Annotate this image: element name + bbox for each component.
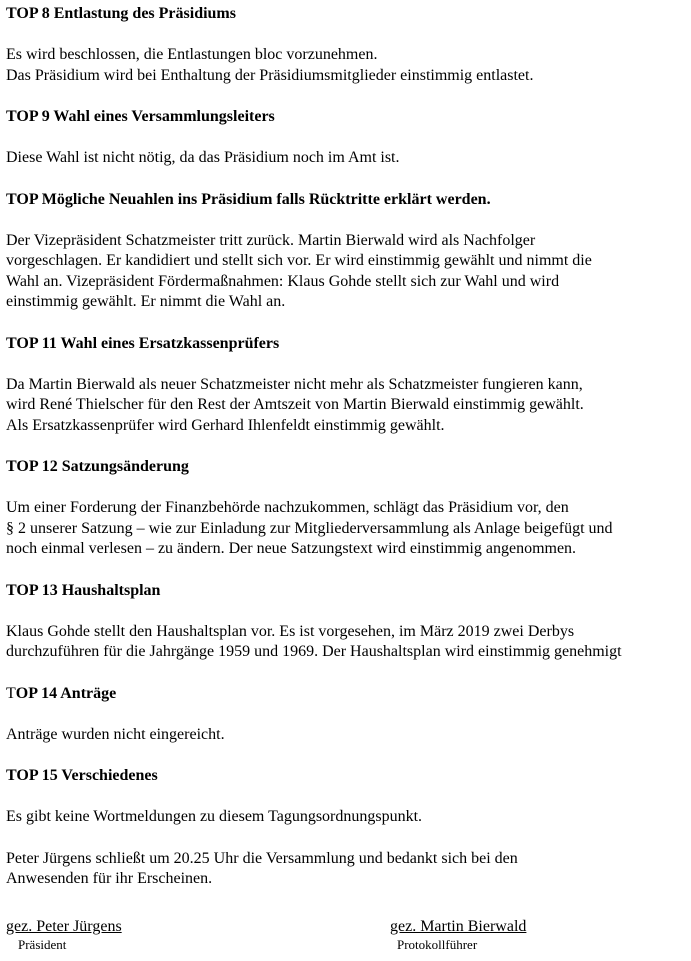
section-heading: TOP 9 Wahl eines Versammlungsleiters bbox=[6, 108, 275, 125]
section-heading: TOP 11 Wahl eines Ersatzkassenprüfers bbox=[6, 334, 280, 352]
section-heading: TOP Mögliche Neuahlen ins Präsidium falls Rücktritte erklärt werden. bbox=[6, 190, 491, 208]
section-paragraph bbox=[6, 849, 690, 890]
signature-role: Präsident bbox=[18, 937, 67, 952]
document-body bbox=[6, 4, 690, 890]
section-paragraph bbox=[6, 375, 690, 437]
text-line: Es gibt keine Wortmeldungen zu diesem Tagungsordnungspunkt. bbox=[6, 808, 423, 825]
signature-name: gez. Peter Jürgens bbox=[6, 918, 122, 935]
section-paragraph bbox=[6, 231, 690, 313]
text-line: wird René Thielscher für den Rest der Amtszeit von Martin Bierwald einstimmig gewählt. bbox=[6, 396, 584, 413]
text-line: Als Ersatzkassenprüfer wird Gerhard Ihlenfeldt einstimmig gewählt. bbox=[6, 416, 445, 434]
text-line: Da Martin Bierwald als neuer Schatzmeister nicht mehr als Schatzmeister fungieren kann, bbox=[6, 375, 583, 393]
text-line: vorgeschlagen. Er kandidiert und stellt sich vor. Er wird einstimmig gewählt und nimmt die bbox=[6, 252, 592, 269]
heading-text: OP 14 Anträge bbox=[15, 684, 117, 702]
section-paragraph bbox=[6, 148, 690, 169]
signature-role: Protokollführer bbox=[397, 937, 478, 952]
text-line: Diese Wahl ist nicht nötig, da das Präsidium noch im Amt ist. bbox=[6, 149, 400, 166]
signature-left bbox=[6, 917, 122, 953]
section-heading bbox=[6, 684, 690, 704]
section-paragraph bbox=[6, 622, 690, 663]
text-line: noch einmal verlesen – zu ändern. Der neue Satzungstext wird einstimmig angenommen. bbox=[6, 540, 577, 557]
section-heading: TOP 13 Haushaltsplan bbox=[6, 581, 161, 599]
heading-prefix: T bbox=[6, 684, 16, 702]
signature-name: gez. Martin Bierwald bbox=[390, 918, 527, 935]
text-line: Um einer Forderung der Finanzbehörde nachzukommen, schlägt das Präsidium vor, den bbox=[6, 499, 569, 516]
text-line: Der Vizepräsident Schatzmeister tritt zurück. Martin Bierwald wird als Nachfolger bbox=[6, 231, 536, 249]
text-line: Klaus Gohde stellt den Haushaltsplan vor. Es ist vorgesehen, im März 2019 zwei Derbys bbox=[6, 622, 575, 640]
text-line: Es wird beschlossen, die Entlastungen bloc vorzunehmen. bbox=[6, 46, 378, 63]
text-line: Anträge wurden nicht eingereicht. bbox=[6, 725, 225, 743]
section-heading: TOP 15 Verschiedenes bbox=[6, 767, 158, 784]
text-line: Das Präsidium wird bei Enthaltung der Präsidiumsmitglieder einstimmig entlastet. bbox=[6, 66, 534, 84]
section-heading: TOP 12 Satzungsänderung bbox=[6, 458, 189, 475]
text-line: Peter Jürgens schließt um 20.25 Uhr die Versammlung und bedankt sich bei den bbox=[6, 849, 518, 867]
text-line: Anwesenden für ihr Erscheinen. bbox=[6, 870, 213, 887]
section-paragraph bbox=[6, 45, 690, 86]
section-heading: TOP 8 Entlastung des Präsidiums bbox=[6, 5, 236, 22]
text-line: § 2 unserer Satzung – wie zur Einladung zur Mitgliederversammlung als Anlage beigefügt und bbox=[6, 519, 613, 537]
section-paragraph bbox=[6, 498, 690, 560]
section-paragraph bbox=[6, 807, 690, 828]
text-line: einstimmig gewählt. Er nimmt die Wahl an. bbox=[6, 293, 286, 310]
text-line: Wahl an. Vizepräsident Fördermaßnahmen: Klaus Gohde stellt sich zur Wahl und wird bbox=[6, 272, 560, 290]
text-line: durchzuführen für die Jahrgänge 1959 und 1969. Der Haushaltsplan wird einstimmig genehmigt bbox=[6, 643, 622, 660]
section-paragraph bbox=[6, 725, 690, 746]
signature-right bbox=[390, 917, 526, 953]
